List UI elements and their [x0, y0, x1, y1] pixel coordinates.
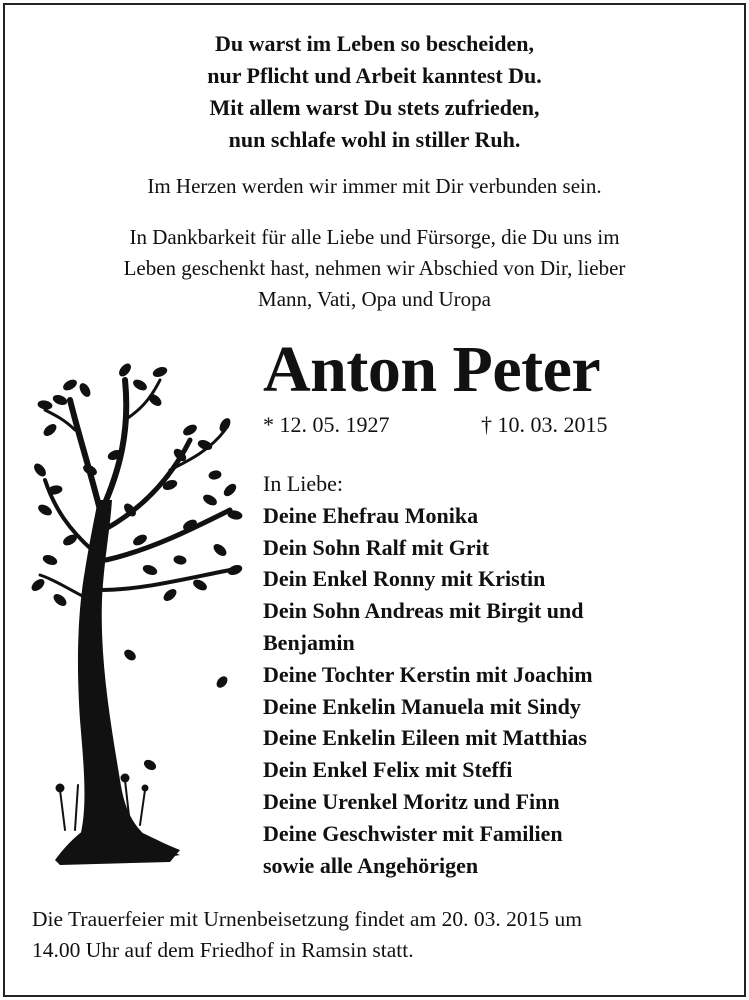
gratitude-line: In Dankbarkeit für alle Liebe und Fürsorge, die Du uns im — [129, 225, 620, 249]
gratitude-line: Mann, Vati, Opa und Uropa — [258, 287, 491, 311]
mourner-line: Deine Ehefrau Monika — [263, 502, 479, 528]
mourner-line: sowie alle Angehörigen — [263, 852, 479, 878]
poem-line: Du warst im Leben so bescheiden, — [214, 31, 534, 56]
deceased-name: Anton Peter — [263, 333, 601, 406]
poem-line: Mit allem warst Du stets zufrieden, — [209, 95, 540, 120]
mourner-line: Deine Geschwister mit Familien — [263, 820, 563, 846]
funeral-info-line: Die Trauerfeier mit Urnenbeisetzung findet am 20. 03. 2015 um — [32, 907, 582, 931]
mourners-intro: In Liebe: — [263, 471, 344, 496]
funeral-info-line: 14.00 Uhr auf dem Friedhof in Ramsin statt. — [32, 938, 414, 962]
funeral-info — [32, 904, 722, 966]
mourner-line: Dein Enkel Ronny mit Kristin — [263, 566, 546, 592]
mourner-line: Deine Enkelin Eileen mit Matthias — [263, 725, 587, 751]
death-date: † 10. 03. 2015 — [481, 412, 608, 437]
tree-illustration-icon — [30, 360, 255, 870]
gratitude-line: Leben geschenkt hast, nehmen wir Abschied von Dir, lieber — [123, 256, 626, 280]
mourners-list — [263, 468, 703, 881]
mourner-line: Deine Tochter Kerstin mit Joachim — [263, 661, 593, 687]
heart-line: Im Herzen werden wir immer mit Dir verbunden sein. — [147, 174, 602, 198]
poem-line: nun schlafe wohl in stiller Ruh. — [228, 127, 521, 152]
mourner-line: Benjamin — [263, 629, 355, 655]
life-dates — [263, 410, 663, 440]
mourner-line: Dein Sohn Ralf mit Grit — [263, 534, 490, 560]
mourner-line: Dein Enkel Felix mit Steffi — [263, 757, 513, 783]
mourner-line: Dein Sohn Andreas mit Birgit und — [263, 598, 584, 624]
poem-line: nur Pflicht und Arbeit kanntest Du. — [207, 63, 542, 88]
memorial-poem — [0, 28, 749, 156]
birth-date: * 12. 05. 1927 — [263, 412, 390, 437]
mourner-line: Deine Enkelin Manuela mit Sindy — [263, 693, 581, 719]
mourner-line: Deine Urenkel Moritz und Finn — [263, 788, 560, 814]
gratitude-text — [40, 222, 709, 315]
